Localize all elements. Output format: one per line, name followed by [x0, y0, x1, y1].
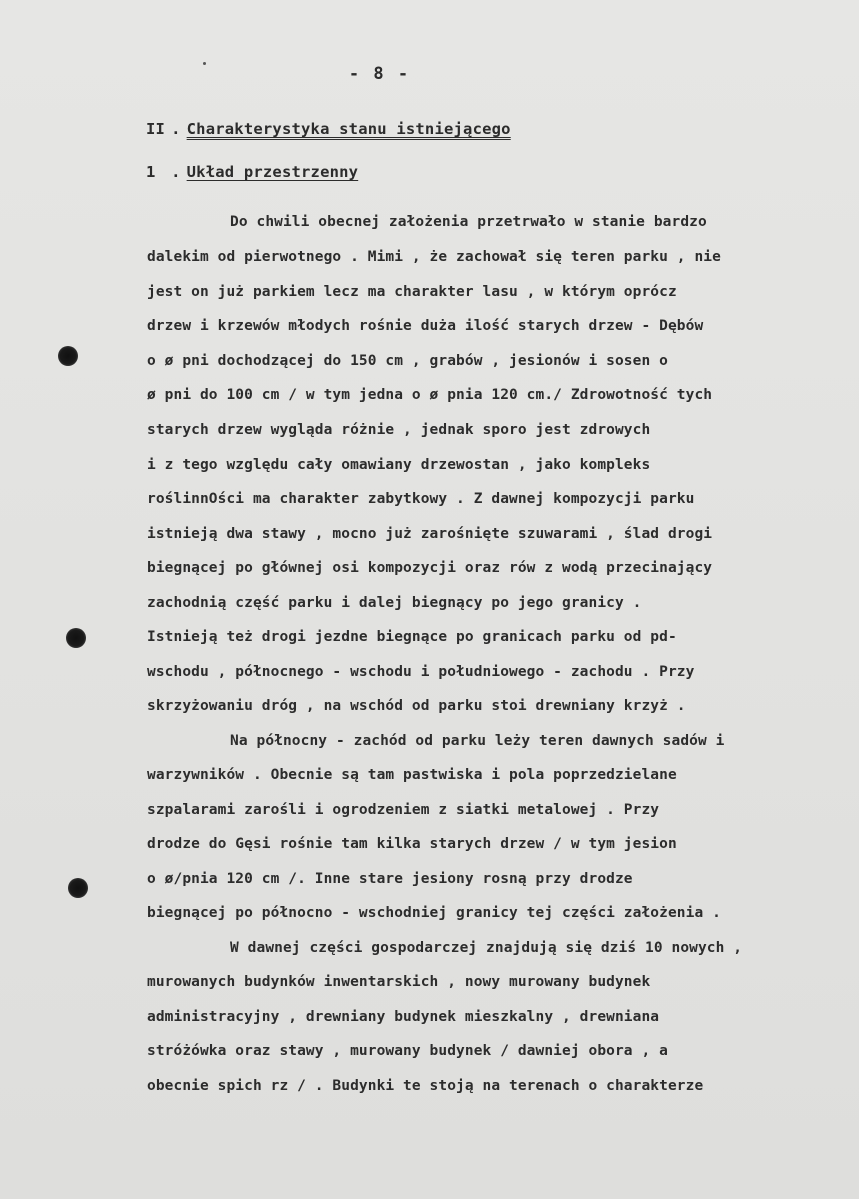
body-line: szpalarami zarośli i ogrodzeniem z siatki metalowej . Przy — [147, 802, 660, 818]
section-heading — [146, 120, 511, 138]
subsection-number: 1 — [146, 163, 156, 181]
body-line: wschodu , północnego - wschodu i południowego - zachodu . Przy — [147, 664, 695, 680]
body-line: drodze do Gęsi rośnie tam kilka starych drzew / w tym jesion — [147, 836, 677, 852]
body-line: Do chwili obecnej założenia przetrwało w stanie bardzo — [230, 214, 707, 230]
body-line: zachodnią część parku i dalej biegnący po jego granicy . — [147, 595, 642, 611]
body-line: o ø/pnia 120 cm /. Inne stare jesiony rosną przy drodze — [147, 871, 633, 887]
body-line: Na północny - zachód od parku leży teren dawnych sadów i — [230, 733, 725, 749]
body-line: i z tego względu cały omawiany drzewostan , jako kompleks — [147, 457, 651, 473]
body-line: istnieją dwa stawy , mocno już zarośnięte szuwarami , ślad drogi — [147, 526, 713, 542]
page-number: - 8 - — [348, 64, 411, 84]
punch-hole — [58, 346, 78, 366]
section-title: Charakterystyka stanu istniejącego — [186, 120, 511, 138]
body-line: biegnącej po północno - wschodniej granicy tej części założenia . — [147, 905, 721, 921]
body-line: stróżówka oraz stawy , murowany budynek / dawniej obora , a — [147, 1043, 668, 1059]
subsection-heading — [146, 163, 358, 181]
subsection-dot: . — [161, 163, 181, 181]
subsection-title: Układ przestrzenny — [186, 163, 359, 181]
body-line: warzywników . Obecnie są tam pastwiska i pola poprzedzielane — [147, 767, 677, 783]
body-line: murowanych budynków inwentarskich , nowy murowany budynek — [147, 974, 651, 990]
section-dot: . — [171, 120, 181, 138]
body-line: obecnie spich rz / . Budynki te stoją na terenach o charakterze — [147, 1078, 704, 1094]
body-line: skrzyżowaniu dróg , na wschód od parku stoi drewniany krzyż . — [147, 698, 686, 714]
body-line: ø pni do 100 cm / w tym jedna o ø pnia 120 cm./ Zdrowotność tych — [147, 387, 713, 403]
body-line: drzew i krzewów młodych rośnie duża ilość starych drzew - Dębów — [147, 318, 704, 334]
punch-hole — [68, 878, 88, 898]
body-line: roślinnOści ma charakter zabytkowy . Z dawnej kompozycji parku — [147, 491, 695, 507]
body-line: biegnącej po głównej osi kompozycji oraz rów z wodą przecinający — [147, 560, 713, 576]
body-line: o ø pni dochodzącej do 150 cm , grabów , jesionów i sosen o — [147, 353, 668, 369]
body-line: administracyjny , drewniany budynek mieszkalny , drewniana — [147, 1009, 660, 1025]
punch-hole — [66, 628, 86, 648]
section-number: II — [146, 120, 166, 138]
body-line: starych drzew wygląda różnie , jednak sporo jest zdrowych — [147, 422, 651, 438]
body-line: Istnieją też drogi jezdne biegnące po granicach parku od pd- — [147, 629, 677, 645]
body-line: jest on już parkiem lecz ma charakter lasu , w którym oprócz — [147, 284, 677, 300]
body-line: W dawnej części gospodarczej znajdują się dziś 10 nowych , — [230, 940, 743, 956]
body-line: dalekim od pierwotnego . Mimi , że zachował się teren parku , nie — [147, 249, 721, 265]
